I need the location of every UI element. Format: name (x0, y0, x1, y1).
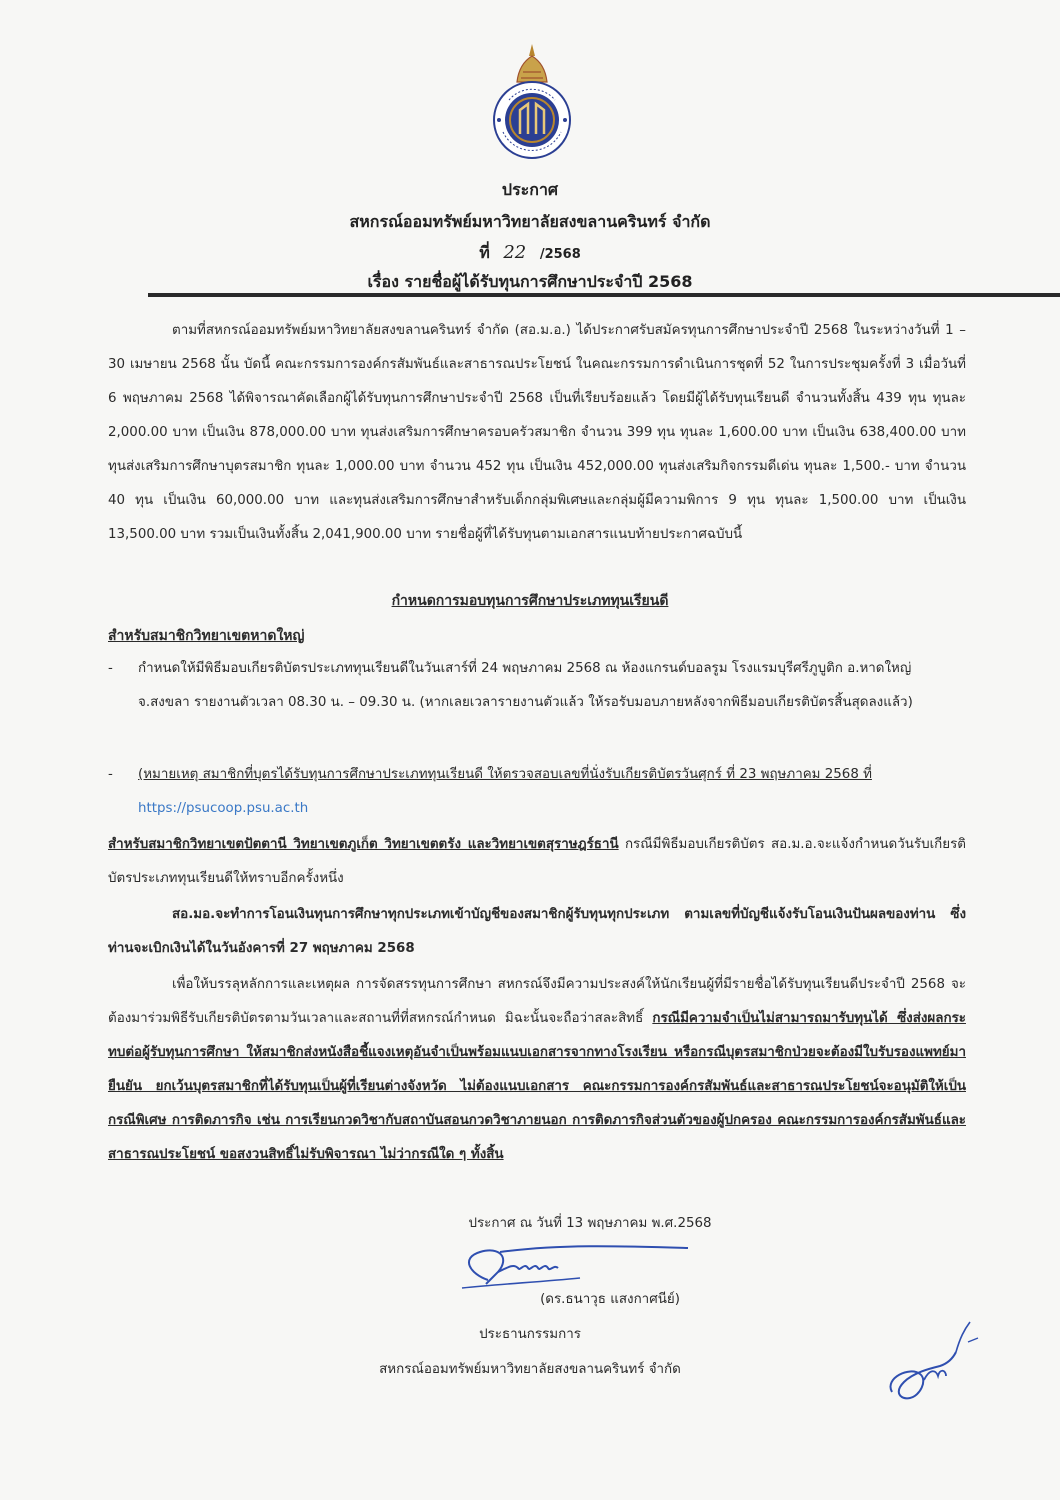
final-paragraph-underlined: กรณีมีความจำเป็นไม่สามารถมารับทุนได้ ซึ่งส่งผลกระทบต่อผู้รับทุนการศึกษา ให้สมาชิกส่งหนังสือชี้แจงเหตุอันจำเป็นพร้อมแนบเอกสารจากทางโรงเรียน หรือกรณีบุตรสมาชิกป่วยจะต้องมีใบรับรองแพทย์มายืนยัน ยกเว้นบุตรสมาชิกที่ได้รับทุนเป็นผู้ที่เรียนต่างจังหวัด ไม่ต้องแนบเอกสาร คณะกรรมการองค์กรสัมพันธ์และสาธารณประโยชน์จะอนุมัติให้เป็นกรณีพิเศษ การติดภารกิจ เช่น การเรียนกวดวิชากับสถาบันสอนกวดวิชาภายนอก การติดภารกิจส่วนตัวของผู้ปกครอง คณะกรรมการองค์กรสัมพันธ์และสาธารณประโยชน์ ขอสงวนสิทธิ์ไม่รับพิจารณา ไม่ว่ากรณีใด ๆ ทั้งสิ้น (108, 1011, 966, 1162)
number-suffix: /2568 (539, 247, 581, 262)
bullet-ceremony-text: กำหนดให้มีพิธีมอบเกียรติบัตรประเภททุนเรียนดีในวันเสาร์ที่ 24 พฤษภาคม 2568 ณ ห้องแกรนด์บอลรูม โรงแรมบุรีศรีภูบูติก อ.หาดใหญ่ จ.สงขลา รายงานตัวเวลา 08.30 น. – 09.30 น. (หากเลยเวลารายงานตัวแล้ว ให้รอรับมอบภายหลังจากพิธีมอบเกียรติบัตรสิ้นสุดลงแล้ว) (138, 661, 913, 710)
number-handwritten: 22 (503, 242, 527, 263)
organization-name: สหกรณ์ออมทรัพย์มหาวิทยาลัยสงขลานครินทร์ จำกัด (349, 212, 711, 231)
signer-position: ประธานกรรมการ (479, 1327, 581, 1342)
signer-organization: สหกรณ์ออมทรัพย์มหาวิทยาลัยสงขลานครินทร์ จำกัด (379, 1362, 681, 1377)
final-paragraph-plain: เพื่อให้บรรลุหลักการและเหตุผล การจัดสรรทุนการศึกษา สหกรณ์จึงมีความประสงค์ให้นักเรียนผู้ที่มีรายชื่อได้รับทุนเรียนดีประจำปี 2568 จะต้องมาร่วมพิธีรับเกียรติบัตรตามวันเวลาและสถานที่ที่สหกรณ์กำหนด มิฉะนั้นจะถือว่าสละสิทธิ์ (108, 977, 966, 1026)
other-campus-paragraph (108, 828, 966, 896)
number-prefix: ที่ (479, 243, 490, 262)
transfer-paragraph: สอ.มอ.จะทำการโอนเงินทุนการศึกษาทุกประเภทเข้าบัญชีของสมาชิกผู้รับทุนทุกประเภท ตามเลขที่บัญชีแจ้งรับโอนเงินปันผลของท่าน ซึ่งท่านจะเบิกเงินได้ในวันอังคารที่ 27 พฤษภาคม 2568 (108, 907, 966, 956)
bullet-note-text: (หมายเหตุ สมาชิกที่บุตรได้รับทุนการศึกษาประเภททุนเรียนดี ให้ตรวจสอบเลขที่นั่งรับเกียรติบัตรวันศุกร์ ที่ 23 พฤษภาคม 2568 ที่ (138, 767, 872, 782)
initial-signature (880, 1318, 980, 1408)
section-title: กำหนดการมอบทุนการศึกษาประเภททุนเรียนดี (391, 593, 669, 609)
announcement-subject: เรื่อง รายชื่อผู้ได้รับทุนการศึกษาประจำปี 2568 (367, 272, 693, 291)
bullet-dash: - (108, 767, 113, 782)
other-campus-text: กรณีมีพิธีมอบเกียรติบัตร สอ.ม.อ.จะแจ้งกำหนดวันรับเกียรติบัตรประเภททุนเรียนดีให้ทราบอีกครั้งหนึ่ง (108, 837, 966, 886)
psucoop-link[interactable]: https://psucoop.psu.ac.th (138, 801, 309, 816)
bullet-dash: - (108, 661, 113, 676)
psu-coop-logo-emblem (487, 42, 577, 160)
announcement-number (0, 241, 1060, 266)
bullet-note (108, 758, 966, 826)
intro-paragraph: ตามที่สหกรณ์ออมทรัพย์มหาวิทยาลัยสงขลานครินทร์ จำกัด (สอ.ม.อ.) ได้ประกาศรับสมัครทุนการศึกษาประจำปี 2568 ในระหว่างวันที่ 1 – 30 เมษายน 2568 นั้น บัดนี้ คณะกรรมการองค์กรสัมพันธ์และสาธารณประโยชน์ ในคณะกรรมการดำเนินการชุดที่ 52 ในการประชุมครั้งที่ 3 เมื่อวันที่ 6 พฤษภาคม 2568 ได้พิจารณาคัดเลือกผู้ได้รับทุนการศึกษาประจำปี 2568 เป็นที่เรียบร้อยแล้ว โดยมีผู้ได้รับทุนเรียนดี จำนวนทั้งสิ้น 439 ทุน ทุนละ 2,000.00 บาท เป็นเงิน 878,000.00 บาท ทุนส่งเสริมการศึกษาครอบครัวสมาชิก จำนวน 399 ทุน ทุนละ 1,600.00 บาท เป็นเงิน 638,400.00 บาท ทุนส่งเสริมการศึกษาบุตรสมาชิก ทุนละ 1,000.00 บาท จำนวน 452 ทุน เป็นเงิน 452,000.00 ทุนส่งเสริมกิจกรรมดีเด่น ทุนละ 1,500.- บาท จำนวน 40 ทุน เป็นเงิน 60,000.00 บาท และทุนส่งเสริมการศึกษาสำหรับเด็กกลุ่มพิเศษและกลุ่มผู้มีความพิการ 9 ทุน ทุนละ 1,500.00 บาท เป็นเงิน 13,500.00 บาท รวมเป็นเงินทั้งสิ้น 2,041,900.00 บาท รายชื่อผู้ที่ได้รับทุนตามเอกสารแนบท้ายประกาศฉบับนี้ (108, 323, 966, 542)
hatyai-title: สำหรับสมาชิกวิทยาเขตหาดใหญ่ (108, 628, 305, 644)
date-line: ประกาศ ณ วันที่ 13 พฤษภาคม พ.ศ.2568 (468, 1216, 712, 1231)
signer-name: (ดร.ธนาวุธ แสงกาศนีย์) (540, 1292, 680, 1307)
announcement-heading: ประกาศ (501, 180, 559, 199)
other-campus-title: สำหรับสมาชิกวิทยาเขตปัตตานี วิทยาเขตภูเก็ต วิทยาเขตตรัง และวิทยาเขตสุราษฎร์ธานี (108, 837, 619, 852)
bullet-ceremony (108, 652, 966, 720)
final-paragraph (108, 968, 966, 1172)
header-divider (148, 293, 1060, 297)
